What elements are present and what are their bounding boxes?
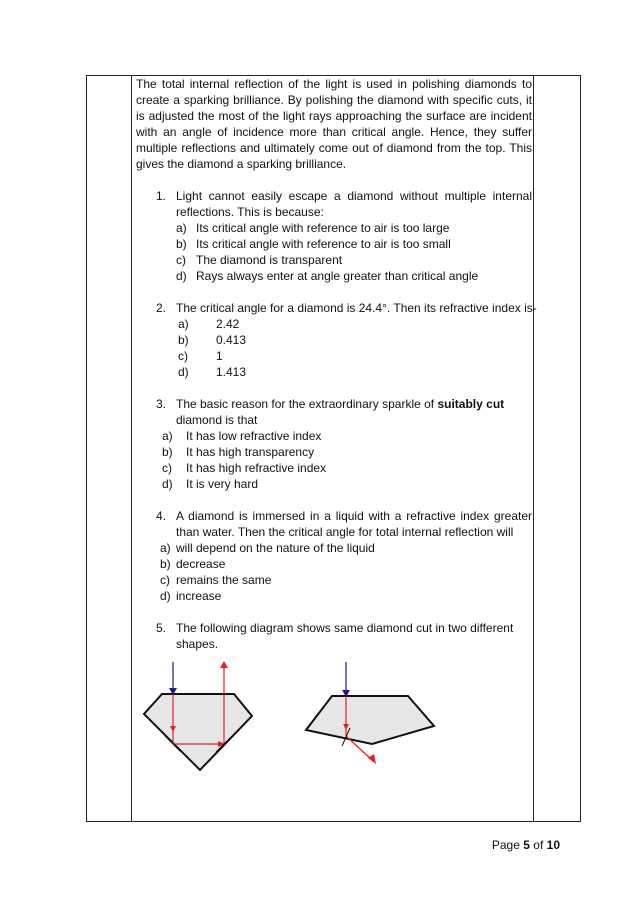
option: b) 0.413 xyxy=(178,333,247,347)
question-text: The basic reason for the extraordinary sparkle of suitably cut diamond is that xyxy=(176,397,505,427)
option: b) It has high transparency xyxy=(162,445,315,459)
diamond-diagram xyxy=(132,658,462,778)
intro-paragraph: The total internal reflection of the light is used in polishing diamonds to create a sparking brilliance. By polishing the diamond with specific cuts, it is adjusted the most of the light rays approaching the surface are incident with an angle of incidence more than critical angle. Hence, they suffer multiple reflections and ultimately come out of diamond from the top. This gives the diamond a sparking brilliance. xyxy=(136,77,532,171)
question-number: 5. xyxy=(156,621,167,635)
option: b) decrease xyxy=(160,557,226,571)
question-content xyxy=(136,76,537,652)
option: c) remains the same xyxy=(160,573,272,587)
question-text: The critical angle for a diamond is 24.4°. Then its refractive index is- xyxy=(176,301,537,315)
option: d) Rays always enter at angle greater than critical angle xyxy=(176,269,479,283)
option: b) Its critical angle with reference to air is too small xyxy=(176,237,451,251)
option: c) 1 xyxy=(178,349,223,363)
question-text: A diamond is immersed in a liquid with a refractive index greater than water. Then the critical angle for total internal reflection will xyxy=(176,509,532,539)
question-number: 1. xyxy=(156,189,167,203)
bold-text: suitably cut xyxy=(437,397,505,411)
option: a) 2.42 xyxy=(178,317,240,331)
arrowhead-red-up xyxy=(220,661,228,668)
option: a) Its critical angle with reference to air is too large xyxy=(176,221,450,235)
question-5 xyxy=(136,620,532,652)
question-number: 3. xyxy=(156,397,167,411)
right-column xyxy=(533,76,580,821)
question-number: 2. xyxy=(156,301,167,315)
question-4 xyxy=(136,508,532,604)
option: d) increase xyxy=(160,589,222,603)
option: a) will depend on the nature of the liquid xyxy=(160,541,375,555)
diamond-shape-left xyxy=(144,694,252,770)
option: d) 1.413 xyxy=(178,365,247,379)
option: c) The diamond is transparent xyxy=(176,253,343,267)
option: d) It is very hard xyxy=(162,477,259,491)
question-3 xyxy=(136,396,532,492)
option: c) It has high refractive index xyxy=(162,461,327,475)
diamond-shape-right xyxy=(306,696,434,744)
arrowhead-red-out xyxy=(368,754,376,764)
question-2 xyxy=(136,300,537,380)
left-column xyxy=(87,76,132,821)
page-footer: Page 5 of 10 xyxy=(491,838,560,852)
question-1 xyxy=(136,188,532,284)
option: a) It has low refractive index xyxy=(162,429,322,443)
question-number: 4. xyxy=(156,509,167,523)
page-total: 10 xyxy=(546,838,560,852)
page-number: 5 xyxy=(523,838,530,852)
question-text: Light cannot easily escape a diamond without multiple internal reflections. This is because: xyxy=(176,189,532,219)
question-text: The following diagram shows same diamond cut in two different shapes. xyxy=(176,621,514,651)
